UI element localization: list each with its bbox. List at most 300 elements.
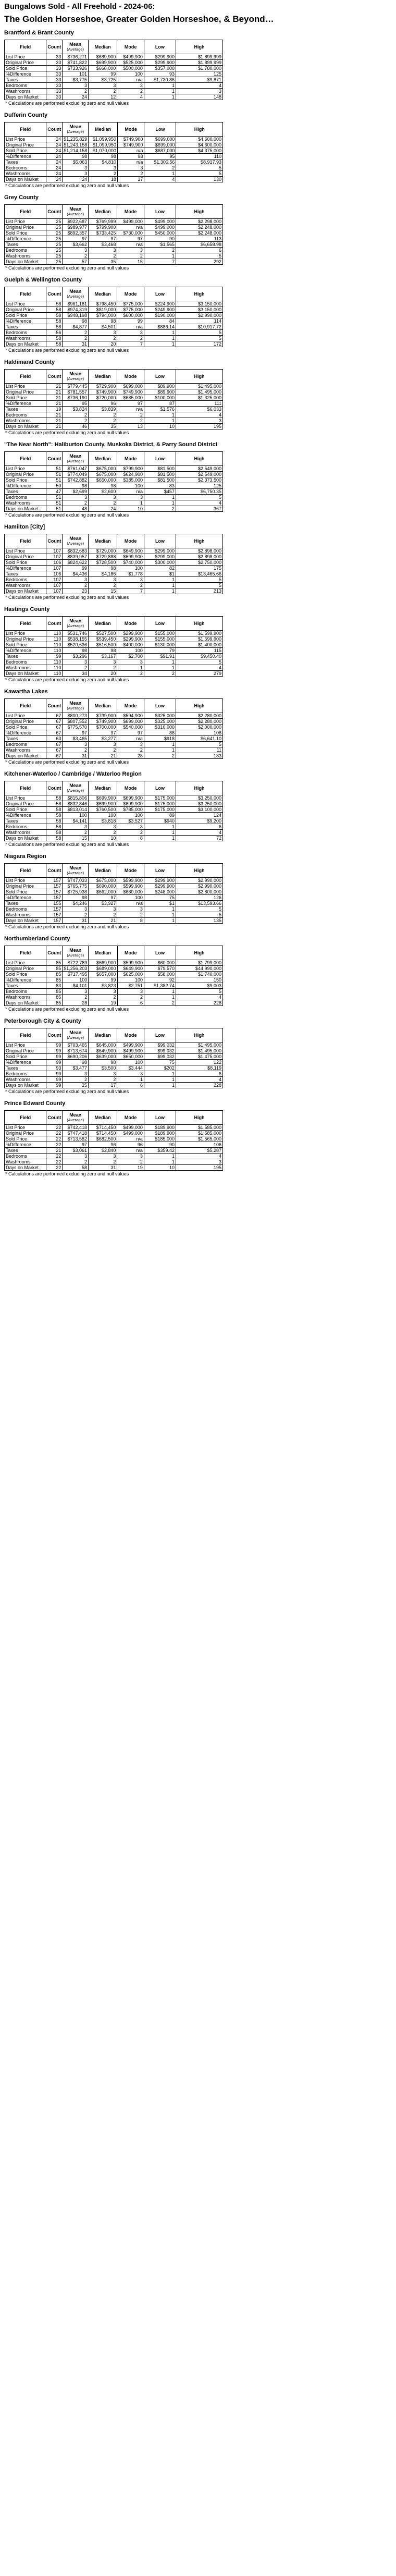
cell-high: 6 (176, 248, 222, 253)
cell-median: $675,000 (89, 878, 117, 884)
cell-low: $99,032 (144, 1054, 176, 1060)
table-row (5, 318, 223, 324)
column-header-label: Mean (69, 618, 82, 623)
row-label: Sold Price (5, 395, 46, 401)
column-header-label: High (194, 374, 205, 379)
column-header-mean (63, 1028, 89, 1042)
cell-mode: 2 (117, 418, 144, 424)
cell-median: 3 (89, 1154, 117, 1159)
cell-mode: n/a (117, 1136, 144, 1142)
cell-high: $5,287 (176, 1148, 222, 1154)
table-row (5, 753, 223, 759)
column-header-label: Median (94, 786, 111, 791)
stats-table (4, 1028, 223, 1088)
stats-table (4, 451, 223, 512)
cell-mode: $499,000 (117, 1125, 144, 1131)
cell-mode: 100 (117, 813, 144, 818)
cell-low: $58,000 (144, 972, 176, 977)
cell-high: 11 (176, 747, 222, 753)
cell-mode: 97 (117, 730, 144, 736)
column-header-mean (63, 287, 89, 301)
column-header-label: Median (94, 538, 111, 544)
row-label: Days on Market (5, 836, 46, 841)
column-header-label: Low (155, 950, 165, 955)
cell-low: 90 (144, 236, 176, 242)
table-row (5, 906, 223, 912)
stats-table (4, 534, 223, 594)
table-row (5, 725, 223, 730)
cell-mean: 98 (63, 895, 89, 901)
column-header-low (144, 781, 176, 795)
cell-mode: n/a (117, 148, 144, 154)
table-row (5, 730, 223, 736)
cell-mode: n/a (117, 160, 144, 165)
table-row (5, 747, 223, 753)
cell-high: 5 (176, 336, 222, 341)
table-row (5, 736, 223, 742)
cell-count: 58 (46, 818, 63, 824)
cell-high: $2,549,000 (176, 472, 222, 477)
region-section (4, 441, 392, 518)
row-label: Original Price (5, 966, 46, 972)
cell-high: $1,599,900 (176, 636, 222, 642)
cell-median: 2 (89, 1077, 117, 1083)
cell-count: 33 (46, 71, 63, 77)
cell-median: $3,927 (89, 901, 117, 906)
cell-mean: 57 (63, 259, 89, 265)
cell-mean: $1,214,158 (63, 148, 89, 154)
row-label: Washrooms (5, 171, 46, 177)
table-row (5, 1071, 223, 1077)
cell-count: 99 (46, 654, 63, 659)
cell-low: $189,900 (144, 1131, 176, 1136)
cell-mode: 3 (117, 248, 144, 253)
region-title: Hastings County (4, 606, 50, 612)
cell-mean: 2 (63, 330, 89, 336)
column-header-sublabel: (Average) (67, 870, 84, 875)
region-title: Hamilton [City] (4, 524, 45, 530)
cell-count: 50 (46, 483, 63, 489)
column-header-label: Count (47, 950, 61, 955)
table-row (5, 236, 223, 242)
cell-median: $662,000 (89, 889, 117, 895)
cell-mean: $2,699 (63, 489, 89, 495)
cell-median: 31 (89, 1165, 117, 1171)
row-label: Bedrooms (5, 906, 46, 912)
stats-table (4, 287, 223, 347)
column-header-field (5, 699, 46, 713)
column-header-label: Mean (69, 1112, 82, 1118)
cell-mean: 2 (63, 912, 89, 918)
cell-low: 2 (144, 506, 176, 512)
cell-low: $202 (144, 1065, 176, 1071)
column-header-mode (117, 534, 144, 548)
column-header-mean (63, 699, 89, 713)
cell-high: $1,799,000 (176, 960, 223, 966)
cell-median: $669,900 (89, 960, 117, 966)
cell-mean: $4,877 (63, 324, 89, 330)
cell-high: 5 (176, 659, 222, 665)
table-row (5, 1060, 223, 1065)
column-header-label: High (194, 44, 205, 50)
cell-mode: $594,900 (117, 713, 144, 719)
table-row (5, 912, 223, 918)
column-header-label: Mode (125, 950, 137, 955)
column-header-high (176, 534, 222, 548)
row-label: List Price (5, 219, 46, 225)
column-header-label: Mean (69, 453, 82, 459)
cell-count: 56 (46, 330, 63, 336)
column-header-label: High (194, 127, 205, 132)
cell-count: 24 (46, 171, 63, 177)
cell-low: 1 (144, 665, 176, 671)
cell-count: 51 (46, 495, 63, 500)
column-header-mode (117, 864, 144, 878)
cell-low: 2 (144, 671, 176, 677)
column-header-label: Field (20, 44, 31, 50)
cell-mode: n/a (117, 242, 144, 248)
cell-median: 98 (89, 648, 117, 654)
cell-median: 35 (89, 424, 117, 430)
cell-high: $2,800,000 (176, 889, 222, 895)
cell-count: 85 (46, 977, 63, 983)
cell-median: $729,888 (89, 554, 117, 560)
cell-high: $1,585,000 (176, 1131, 222, 1136)
cell-mean: 15 (63, 836, 89, 841)
row-label: Days on Market (5, 918, 46, 924)
footnote: * Calculations are performed excluding zero and null values (5, 1089, 129, 1094)
cell-low: $299,900 (144, 884, 176, 889)
column-header-sublabel: (Average) (67, 47, 84, 52)
cell-high: $44,990,000 (176, 966, 223, 972)
cell-mode: 3 (117, 659, 144, 665)
column-header-median (89, 864, 117, 878)
cell-count: 33 (46, 77, 63, 83)
column-header-label: Mode (124, 703, 137, 708)
cell-median: $819,000 (89, 307, 117, 313)
column-header-count (46, 370, 63, 384)
cell-mean: 31 (63, 753, 89, 759)
row-label: %Difference (5, 895, 46, 901)
column-header-label: Field (20, 950, 31, 955)
cell-count: 99 (46, 1071, 63, 1077)
cell-count: 58 (46, 307, 63, 313)
cell-count: 22 (46, 1142, 63, 1148)
cell-low: $499,000 (144, 219, 176, 225)
cell-low: $249,900 (144, 307, 176, 313)
table-header-row (5, 205, 223, 219)
table-header-row (5, 370, 223, 384)
table-row (5, 154, 223, 160)
cell-low: 1 (144, 171, 176, 177)
footnote: * Calculations are performed excluding zero and null values (5, 595, 129, 600)
column-header-count (46, 864, 63, 878)
cell-count: 67 (46, 713, 63, 719)
cell-count: 33 (46, 60, 63, 66)
cell-count: 25 (46, 253, 63, 259)
cell-count: 107 (46, 583, 63, 588)
cell-high: 6 (176, 1071, 222, 1077)
column-header-sublabel: (Average) (67, 1118, 84, 1122)
cell-median: $3,839 (89, 407, 117, 412)
cell-high: 135 (176, 918, 222, 924)
column-header-field (5, 1028, 46, 1042)
cell-mode: 2 (117, 912, 144, 918)
cell-low: 93 (144, 71, 176, 77)
cell-high: 175 (176, 566, 222, 571)
column-header-median (89, 1111, 117, 1125)
cell-count: 21 (46, 401, 63, 407)
cell-mean: 25 (63, 1083, 89, 1088)
table-row (5, 648, 223, 654)
table-row (5, 160, 223, 165)
cell-mode: 2 (117, 747, 144, 753)
cell-mean: 34 (63, 671, 89, 677)
cell-count: 25 (46, 236, 63, 242)
cell-median: $1,070,000 (89, 148, 118, 154)
cell-median: 2 (89, 747, 117, 753)
cell-mean: 3 (63, 1071, 89, 1077)
cell-low: 2 (144, 1000, 176, 1006)
cell-high: $1,565,000 (176, 1136, 222, 1142)
cell-high: 124 (176, 813, 222, 818)
cell-count: 106 (46, 560, 63, 566)
cell-low: $1 (144, 901, 176, 906)
column-header-label: Mode (124, 1033, 137, 1038)
cell-low: 1 (144, 588, 176, 594)
column-header-mode (117, 946, 144, 960)
column-header-median (89, 699, 117, 713)
cell-mean: 100 (63, 977, 89, 983)
column-header-low (144, 370, 176, 384)
cell-high: $1,740,000 (176, 972, 223, 977)
cell-median: $639,000 (89, 1054, 117, 1060)
cell-mode: 3 (117, 330, 144, 336)
cell-median: $714,450 (89, 1125, 117, 1131)
cell-median: 2 (89, 665, 117, 671)
cell-mean: $1,256,203 (63, 966, 89, 972)
footnote: * Calculations are performed excluding zero and null values (5, 1171, 129, 1176)
column-header-label: Mode (124, 621, 137, 626)
table-row (5, 795, 223, 801)
cell-mean: 3 (63, 659, 89, 665)
row-label: Washrooms (5, 89, 46, 94)
cell-low: 1 (144, 906, 176, 912)
cell-mean: $1,235,829 (63, 137, 89, 142)
cell-high: $3,150,000 (176, 307, 222, 313)
table-header-row (5, 1111, 223, 1125)
column-header-label: Median (94, 703, 111, 708)
row-label: Days on Market (5, 588, 46, 594)
row-label: List Price (5, 384, 46, 389)
column-header-count (46, 617, 63, 631)
cell-mode: $699,900 (117, 801, 144, 807)
cell-count: 51 (46, 472, 63, 477)
cell-count: 93 (46, 1065, 63, 1071)
column-header-label: Low (155, 127, 165, 132)
column-header-low (144, 40, 176, 54)
cell-low: $99,032 (144, 1048, 176, 1054)
cell-mode: 2 (117, 412, 144, 418)
row-label: Original Price (5, 1131, 46, 1136)
table-row (5, 219, 223, 225)
cell-low: 1 (144, 583, 176, 588)
cell-count: 67 (46, 719, 63, 725)
cell-high: 3 (176, 1159, 222, 1165)
cell-high: $9,871 (176, 77, 223, 83)
cell-count: 67 (46, 747, 63, 753)
cell-high: $2,373,500 (176, 477, 222, 483)
cell-mode: 3 (117, 165, 144, 171)
footnote: * Calculations are performed excluding zero and null values (5, 842, 129, 847)
region-section (4, 771, 392, 848)
row-label: Taxes (5, 324, 46, 330)
cell-count: 58 (46, 824, 63, 830)
column-header-label: Mean (69, 206, 82, 212)
cell-count: 24 (46, 148, 63, 154)
column-header-sublabel: (Average) (67, 953, 84, 958)
cell-low: $299,000 (144, 554, 176, 560)
cell-median: 97 (89, 730, 117, 736)
row-label: Washrooms (5, 747, 46, 753)
cell-mode: $599,900 (117, 878, 144, 884)
cell-mode: $625,000 (117, 972, 144, 977)
cell-median: 3 (89, 742, 117, 747)
cell-mode: 4 (117, 94, 144, 100)
cell-count: 58 (46, 830, 63, 836)
cell-low: $1,565 (144, 242, 176, 248)
cell-low: 92 (144, 977, 176, 983)
cell-median: $675,000 (89, 466, 117, 472)
cell-high: $8,119 (176, 1065, 222, 1071)
cell-median: $749,900 (89, 719, 117, 725)
cell-high: $8,917.93 (176, 160, 223, 165)
cell-low: 1 (144, 330, 176, 336)
cell-count: 85 (46, 960, 63, 966)
cell-low: 88 (144, 730, 176, 736)
column-header-label: Median (94, 374, 111, 379)
row-label: Bedrooms (5, 1154, 46, 1159)
cell-median: 3 (88, 83, 117, 89)
region-title: Kitchener-Waterloo / Cambridge / Waterloo Region (4, 771, 142, 777)
column-header-label: Count (47, 374, 61, 379)
report-title: Bungalows Sold - All Freehold - 2024-06: (4, 2, 155, 11)
table-row (5, 1159, 223, 1165)
table-row (5, 631, 223, 636)
table-row (5, 1048, 223, 1054)
cell-mode: n/a (117, 407, 144, 412)
cell-mode: $499,900 (117, 1042, 144, 1048)
row-label: %Difference (5, 401, 46, 407)
cell-count: 85 (46, 972, 63, 977)
cell-low: $687,000 (144, 148, 176, 154)
cell-mode: $799,900 (117, 466, 144, 472)
cell-mode: $649,900 (117, 548, 144, 554)
cell-high: 106 (176, 1142, 222, 1148)
cell-median: 17 (89, 1083, 117, 1088)
stats-table (4, 616, 223, 677)
cell-high: 113 (176, 236, 222, 242)
cell-high: 4 (176, 1154, 222, 1159)
cell-high: 111 (176, 401, 222, 407)
cell-median: $699,900 (88, 60, 117, 66)
column-header-label: Low (155, 374, 165, 379)
cell-median: $699,900 (89, 795, 117, 801)
cell-mean: $774,049 (63, 472, 89, 477)
column-header-sublabel: (Average) (67, 788, 84, 793)
table-row (5, 177, 223, 182)
cell-mean: $747,033 (63, 878, 89, 884)
cell-high: 114 (176, 318, 222, 324)
row-label: Taxes (5, 654, 46, 659)
region-title: Northumberland County (4, 936, 70, 942)
cell-mean: 2 (63, 500, 89, 506)
table-row (5, 813, 223, 818)
cell-mode: $600,000 (117, 313, 144, 318)
column-header-label: Mode (124, 868, 137, 873)
cell-mean: 24 (63, 177, 89, 182)
row-label: %Difference (5, 730, 46, 736)
row-label: Original Price (5, 225, 46, 230)
column-header-high (176, 946, 223, 960)
column-header-label: High (194, 1115, 205, 1120)
row-label: List Price (5, 466, 46, 472)
table-row (5, 889, 223, 895)
row-label: List Price (5, 1125, 46, 1131)
row-label: Taxes (5, 489, 46, 495)
cell-mode: 3 (117, 577, 144, 583)
column-header-high (176, 781, 222, 795)
footnote: * Calculations are performed excluding zero and null values (5, 265, 129, 271)
column-header-label: High (194, 538, 205, 544)
row-label: Taxes (5, 77, 46, 83)
column-header-count (46, 452, 63, 466)
table-row (5, 1000, 223, 1006)
cell-low: 89 (144, 813, 176, 818)
cell-median: $657,000 (89, 972, 117, 977)
cell-count: 22 (46, 1165, 63, 1171)
cell-median: $798,450 (89, 301, 117, 307)
cell-mean: $736,190 (63, 395, 89, 401)
column-header-label: Count (47, 621, 61, 626)
table-row (5, 54, 223, 60)
cell-median: 98 (89, 318, 117, 324)
cell-mode: n/a (117, 225, 144, 230)
cell-median: 3 (89, 495, 117, 500)
column-header-label: Mode (124, 538, 137, 544)
cell-low: $450,000 (144, 230, 176, 236)
row-label: List Price (5, 631, 46, 636)
cell-mode: n/a (117, 489, 144, 495)
cell-count: 24 (46, 137, 63, 142)
cell-mode: $785,000 (117, 807, 144, 813)
cell-count: 33 (46, 89, 63, 94)
row-label: Original Price (5, 636, 46, 642)
column-header-label: Count (47, 127, 61, 132)
column-header-field (5, 205, 46, 219)
cell-mean: $3,296 (63, 654, 89, 659)
cell-median: $4,810 (89, 160, 118, 165)
column-header-label: Count (47, 291, 61, 297)
table-row (5, 995, 223, 1000)
column-header-label: High (194, 621, 205, 626)
region-section (4, 606, 392, 683)
cell-median: 2 (89, 500, 117, 506)
cell-mode: 97 (117, 401, 144, 407)
row-label: Days on Market (5, 341, 46, 347)
cell-mean: 46 (63, 424, 89, 430)
cell-median: $516,500 (89, 642, 117, 648)
